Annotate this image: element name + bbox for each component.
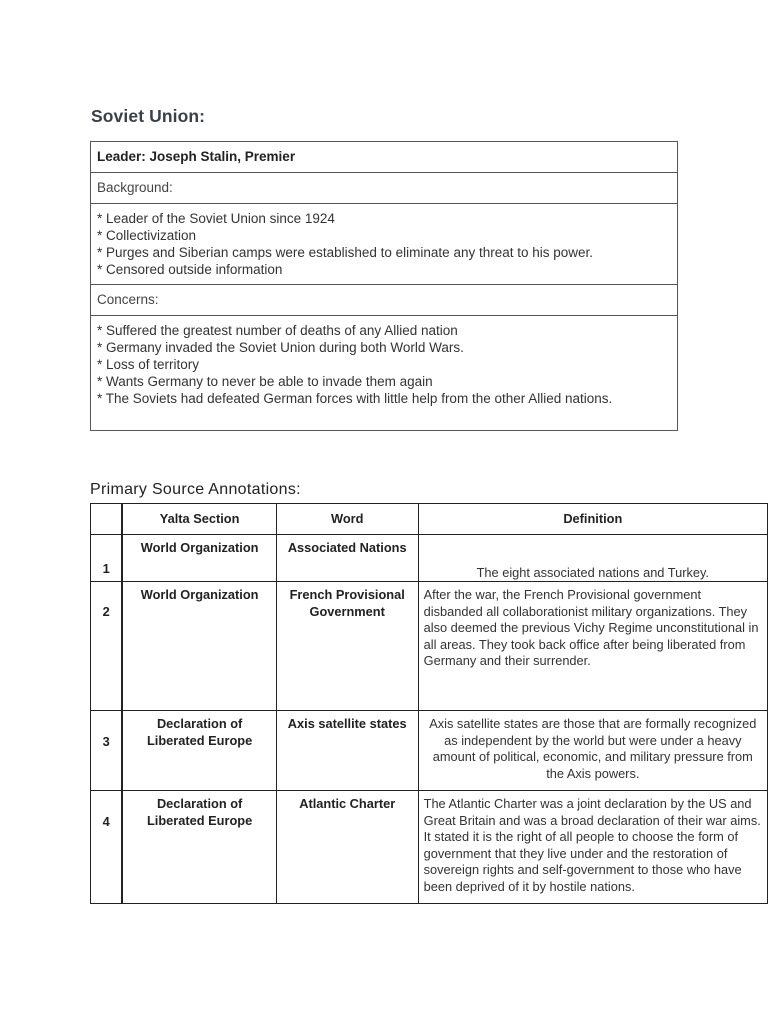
list-item: * The Soviets had defeated German forces with little help from the other Allied nations. [97,391,613,406]
annotations-title: Primary Source Annotations: [90,481,301,498]
row-definition: The Atlantic Charter was a joint declaration by the US and Great Britain and was a broad declaration of their war aims. It stated it is the right of all people to choose the form of government that they live under and the restoration of sovereign rights and self-government to those who have been deprived of it by hostile nations. [418,791,767,904]
concerns-label: Concerns: [91,285,678,316]
row-definition: After the war, the French Provisional government disbanded all collaborationist military organizations. They also deemed the previous Vichy Regime unconstitutional in all areas. They took back office after being liberated from Germany and their surrender. [418,582,767,711]
header-number [91,504,123,535]
row-word: French Provisional Government [276,582,418,711]
row-section: Declaration of Liberated Europe [122,791,276,904]
table-row [91,582,768,711]
table-row [91,711,768,791]
header-definition: Definition [418,504,767,535]
list-item: * Suffered the greatest number of deaths of any Allied nation [97,323,458,338]
row-word: Axis satellite states [276,711,418,791]
row-definition: Axis satellite states are those that are formally recognized as independent by the world but were under a heavy amount of political, economic, and military pressure from the Axis powers. [418,711,767,791]
row-number: 4 [91,791,123,904]
leader-cell: Leader: Joseph Stalin, Premier [91,142,678,173]
row-word: Atlantic Charter [276,791,418,904]
header-section: Yalta Section [122,504,276,535]
row-word: Associated Nations [276,535,418,582]
background-label: Background: [91,173,678,204]
row-number: 2 [91,582,123,711]
list-item: * Leader of the Soviet Union since 1924 [97,211,335,226]
concerns-list [91,316,678,431]
header-word: Word [276,504,418,535]
table-row [91,535,768,582]
table-header-row [91,504,768,535]
annotations-table [90,503,768,904]
row-section: World Organization [122,582,276,711]
section-title: Soviet Union: [91,106,206,126]
row-section: World Organization [122,535,276,582]
row-number: 3 [91,711,123,791]
list-item: * Germany invaded the Soviet Union during both World Wars. [97,340,464,355]
row-section: Declaration of Liberated Europe [122,711,276,791]
row-definition: The eight associated nations and Turkey. [418,535,767,582]
list-item: * Collectivization [97,228,197,243]
table-row [91,791,768,904]
list-item: * Wants Germany to never be able to invade them again [97,374,433,389]
background-list [91,204,678,285]
row-number: 1 [91,535,123,582]
list-item: * Censored outside information [97,262,283,277]
soviet-profile-table [90,141,678,431]
list-item: * Loss of territory [97,357,200,372]
list-item: * Purges and Siberian camps were established to eliminate any threat to his power. [97,245,594,260]
